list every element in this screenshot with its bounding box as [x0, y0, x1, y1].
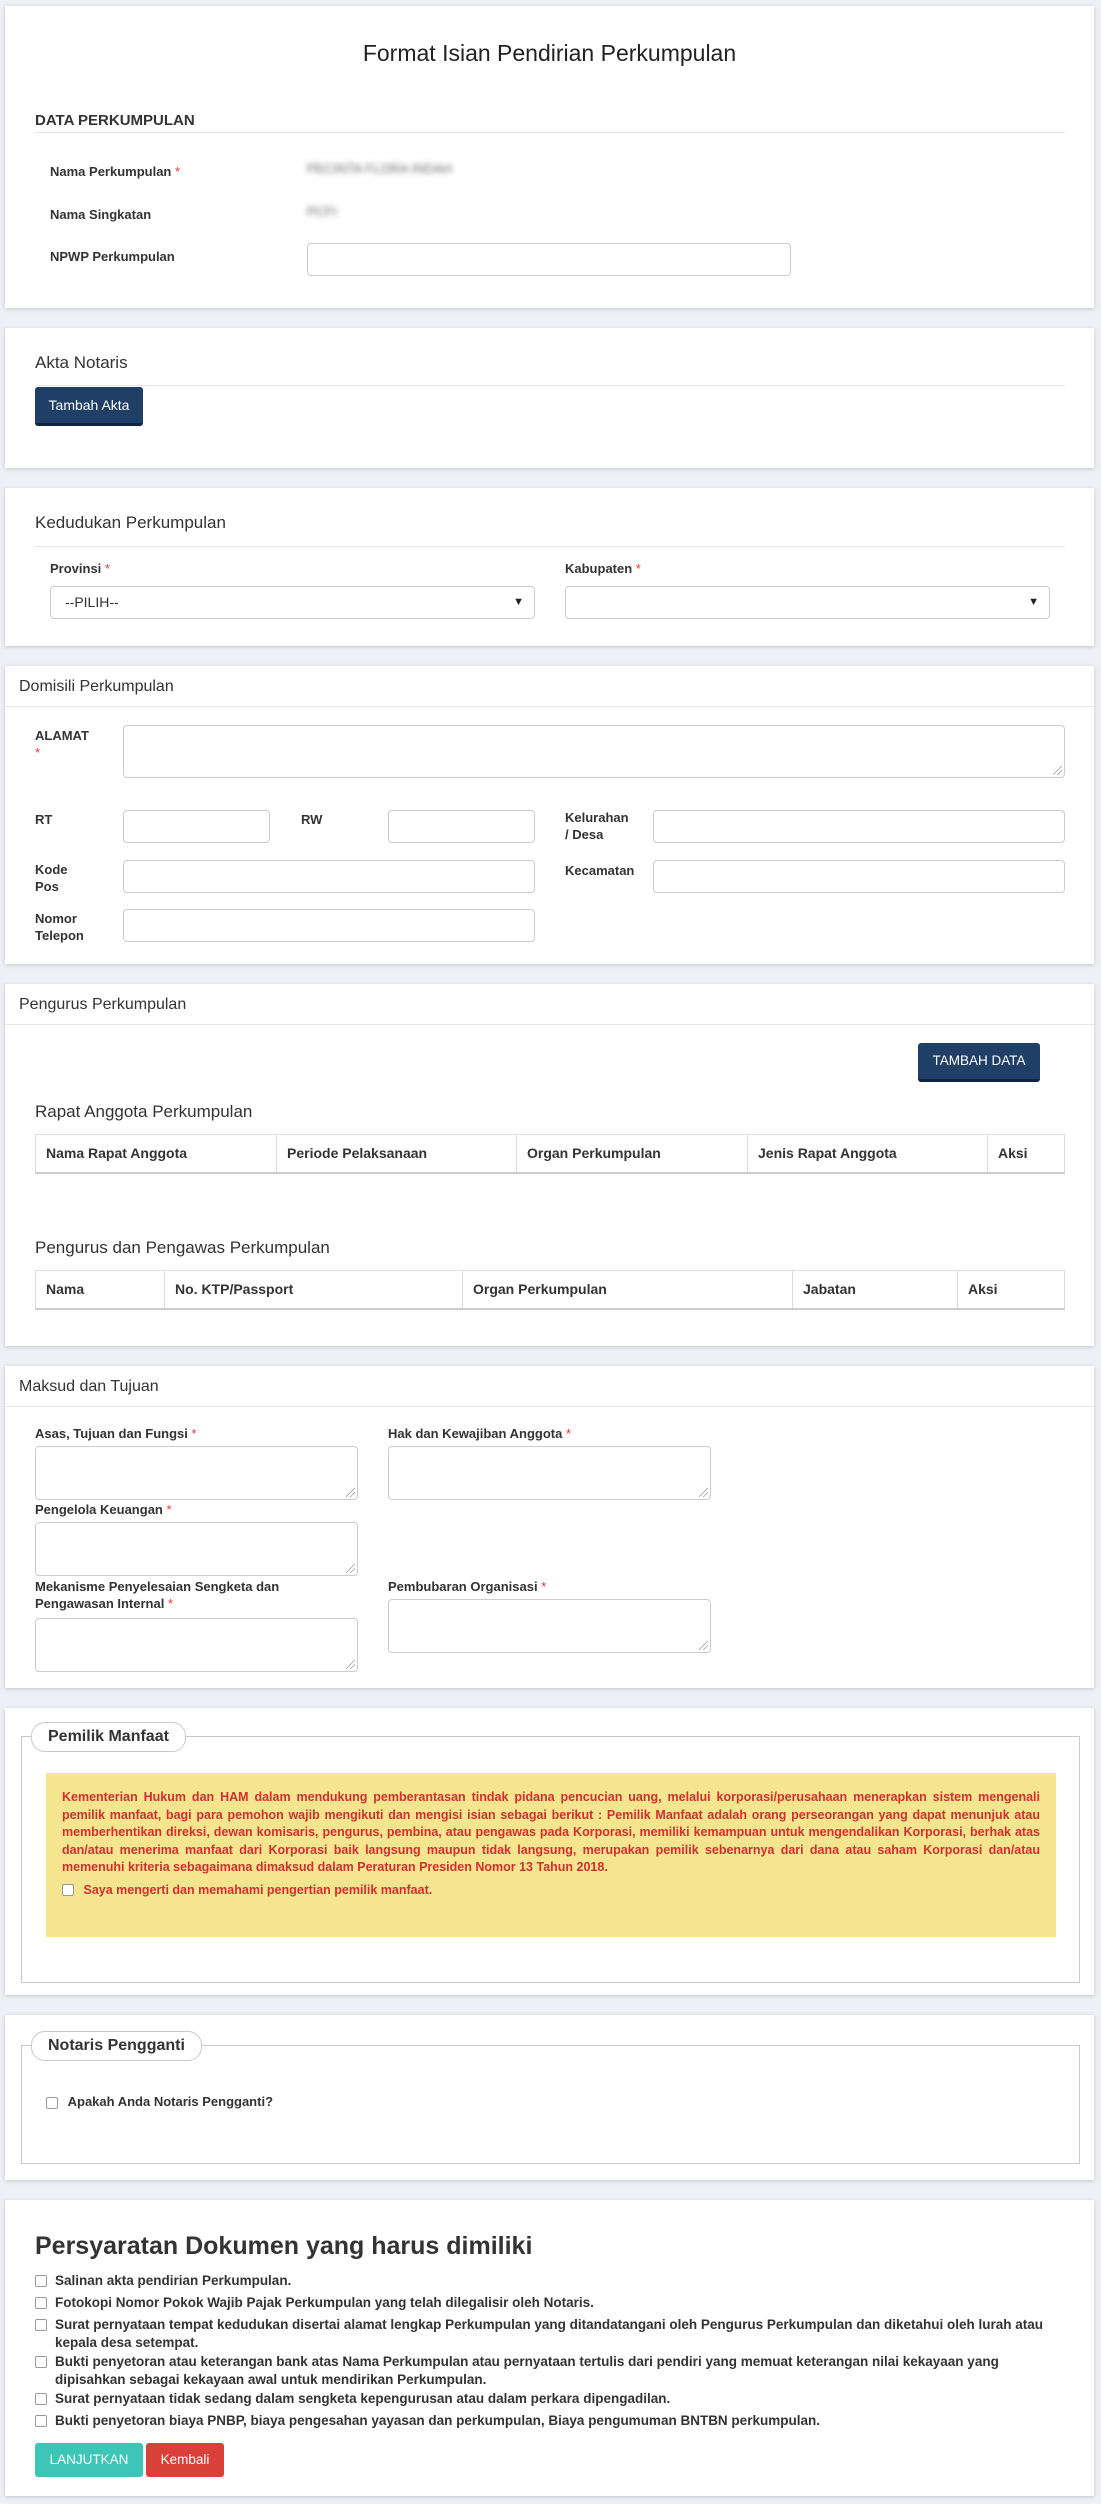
- asas-textarea[interactable]: [35, 1446, 358, 1500]
- mekanisme-label: Mekanisme Penyelesaian Sengketa dan Pengawasan Internal *: [35, 1579, 280, 1611]
- notaris-pengganti-legend: Notaris Pengganti: [31, 2031, 202, 2061]
- kecamatan-input[interactable]: [653, 860, 1065, 893]
- requirement-checkbox[interactable]: [35, 2393, 47, 2405]
- pengurus-pengawas-title: Pengurus dan Pengawas Perkumpulan: [35, 1238, 330, 1257]
- pembubaran-textarea[interactable]: [388, 1599, 711, 1653]
- resize-grip-icon: [699, 1641, 708, 1650]
- mekanisme-textarea[interactable]: [35, 1618, 358, 1672]
- hak-kewajiban-label: Hak dan Kewajiban Anggota *: [388, 1426, 572, 1441]
- resize-grip-icon: [699, 1488, 708, 1497]
- pengurus-card: [5, 984, 1094, 1346]
- pengurus-pengawas-table-header: [35, 1270, 1065, 1310]
- provinsi-label: Provinsi *: [50, 561, 110, 576]
- resize-grip-icon: [1053, 766, 1062, 775]
- kelurahan-label: Kelurahan / Desa: [565, 810, 629, 842]
- nama-perkumpulan-value: PECINTA FLORA INDAH: [307, 161, 452, 176]
- kabupaten-label: Kabupaten *: [565, 561, 641, 576]
- asas-label: Asas, Tujuan dan Fungsi *: [35, 1426, 197, 1441]
- tambah-data-button[interactable]: TAMBAH DATA: [918, 1043, 1040, 1082]
- column-header: Nama Rapat Anggota: [36, 1135, 277, 1172]
- kelurahan-input[interactable]: [653, 810, 1065, 843]
- section-heading-kedudukan: Kedudukan Perkumpulan: [35, 513, 226, 532]
- resize-grip-icon: [346, 1488, 355, 1497]
- alamat-label: ALAMAT *: [35, 728, 89, 760]
- requirement-item: Bukti penyetoran biaya PNBP, biaya pengesahan yayasan dan perkumpulan, Biaya pengumuman BNTBN perkumpulan.: [35, 2412, 1065, 2430]
- requirement-item: Surat pernyataan tempat kedudukan disertai alamat lengkap Perkumpulan yang ditandatangani oleh Pengurus Perkumpulan dan diketahui oleh lurah atau kepala desa setempat.: [35, 2316, 1065, 2352]
- akta-notaris-card: [5, 328, 1094, 468]
- column-header: Organ Perkumpulan: [463, 1271, 793, 1308]
- kodepos-input[interactable]: [123, 860, 535, 893]
- kecamatan-label: Kecamatan: [565, 863, 635, 878]
- requirement-checkbox[interactable]: [35, 2415, 47, 2427]
- requirement-item: Bukti penyetoran atau keterangan bank atas Nama Perkumpulan atau pernyataan tertulis dari pendiri yang memuat keterangan nilai kekayaan yang dipisahkan sebagai kekayaan awal untuk mendirikan Perkumpulan.: [35, 2353, 1065, 2389]
- divider: [5, 706, 1094, 707]
- rt-label: RT: [35, 812, 53, 827]
- requirement-item: Surat pernyataan tidak sedang dalam sengketa kepengurusan atau dalam perkara dipengadilan.: [35, 2390, 1065, 2408]
- provinsi-select[interactable]: --PILIH-- ▼: [50, 586, 535, 619]
- rt-input[interactable]: [123, 810, 270, 843]
- column-header: Jenis Rapat Anggota: [748, 1135, 988, 1172]
- pemilik-manfaat-checkbox-label: Saya mengerti dan memahami pengertian pemilik manfaat.: [83, 1882, 433, 1897]
- requirement-item: Fotokopi Nomor Pokok Wajib Pajak Perkumpulan yang telah dilegalisir oleh Notaris.: [35, 2294, 1065, 2312]
- pembubaran-label: Pembubaran Organisasi *: [388, 1579, 547, 1594]
- rapat-anggota-table-header: [35, 1134, 1065, 1174]
- persyaratan-title: Persyaratan Dokumen yang harus dimiliki: [35, 2232, 533, 2260]
- maksud-tujuan-card: [5, 1366, 1094, 1688]
- column-header: Jabatan: [793, 1271, 958, 1308]
- domisili-card: [5, 666, 1094, 964]
- tambah-akta-button[interactable]: Tambah Akta: [35, 387, 143, 426]
- kabupaten-select[interactable]: [565, 586, 1050, 619]
- section-heading-akta: Akta Notaris: [35, 353, 128, 372]
- telepon-label: Nomor Telepon: [35, 911, 84, 943]
- rw-label: RW: [301, 812, 323, 827]
- pemilik-manfaat-checkbox[interactable]: [62, 1884, 74, 1896]
- nama-perkumpulan-label: Nama Perkumpulan *: [50, 164, 181, 179]
- column-header: No. KTP/Passport: [165, 1271, 463, 1308]
- divider: [35, 385, 1065, 386]
- chevron-down-icon: ▼: [513, 596, 524, 608]
- column-header: Aksi: [968, 1281, 998, 1297]
- kembali-button[interactable]: Kembali: [146, 2443, 224, 2477]
- pengelola-keuangan-label: Pengelola Keuangan *: [35, 1502, 172, 1517]
- requirement-item: Salinan akta pendirian Perkumpulan.: [35, 2272, 1065, 2290]
- pemilik-manfaat-notice: [46, 1773, 1056, 1937]
- nama-singkatan-value: PCFI: [307, 204, 337, 219]
- hak-kewajiban-textarea[interactable]: [388, 1446, 711, 1500]
- resize-grip-icon: [346, 1660, 355, 1669]
- npwp-input[interactable]: [307, 243, 791, 276]
- requirement-checkbox[interactable]: [35, 2319, 47, 2331]
- pemilik-manfaat-legend: Pemilik Manfaat: [31, 1722, 186, 1752]
- pemilik-manfaat-card: [5, 1708, 1094, 1995]
- column-header: Periode Pelaksanaan: [277, 1135, 517, 1172]
- persyaratan-card: [5, 2200, 1094, 2496]
- npwp-label: NPWP Perkumpulan: [50, 249, 175, 264]
- divider: [35, 132, 1065, 133]
- column-header: Aksi: [998, 1145, 1028, 1161]
- notaris-pengganti-checkbox-row[interactable]: [46, 2094, 273, 2109]
- divider: [5, 1406, 1094, 1407]
- rw-input[interactable]: [388, 810, 535, 843]
- notaris-pengganti-checkbox[interactable]: [46, 2097, 58, 2109]
- notaris-pengganti-checkbox-label: Apakah Anda Notaris Pengganti?: [67, 2094, 274, 2109]
- pengelola-keuangan-textarea[interactable]: [35, 1522, 358, 1576]
- pemilik-manfaat-checkbox-row[interactable]: [62, 1883, 1040, 1897]
- section-heading-data-perkumpulan: DATA PERKUMPULAN: [35, 112, 195, 129]
- page-title: Format Isian Pendirian Perkumpulan: [362, 40, 737, 66]
- chevron-down-icon: ▼: [1028, 596, 1039, 608]
- notaris-pengganti-card: [5, 2015, 1094, 2180]
- kedudukan-card: [5, 488, 1094, 646]
- alamat-textarea[interactable]: [123, 725, 1065, 778]
- requirement-checkbox[interactable]: [35, 2297, 47, 2309]
- column-header: Organ Perkumpulan: [517, 1135, 748, 1172]
- column-header: Nama: [36, 1271, 165, 1308]
- nama-singkatan-label: Nama Singkatan: [50, 207, 152, 222]
- section-heading-pengurus: Pengurus Perkumpulan: [19, 996, 187, 1013]
- rapat-anggota-title: Rapat Anggota Perkumpulan: [35, 1102, 253, 1121]
- resize-grip-icon: [346, 1564, 355, 1573]
- requirement-checkbox[interactable]: [35, 2356, 47, 2368]
- notice-text: Kementerian Hukum dan HAM dalam mendukung pemberantasan tindak pidana pencucian uang, melalui korporasi/perusahaan menerapkan sistem mengenali pemilik manfaat, bagi para pemohon wajib mengikuti dan mengisi isian sebagai berikut : Pemilik Manfaat adalah orang perseorangan yang dapat menunjuk atau memberhentikan direksi, dewan komisaris, pengurus, pembina, atau pengawas pada Korporasi, memiliki kemampuan untuk mengendalikan Korporasi, berhak atas dan/atau menerima manfaat dari Korporasi baik langsung maupun tidak langsung, merupakan pemilik sebenarnya dari dana atau saham Korporasi dan/atau memenuhi kriteria sebagaimana dimaksud dalam Peraturan Presiden Nomor 13 Tahun 2018.: [62, 1790, 1040, 1874]
- data-perkumpulan-card: [5, 6, 1094, 308]
- kodepos-label: Kode Pos: [35, 862, 68, 894]
- lanjutkan-button[interactable]: LANJUTKAN: [35, 2443, 143, 2477]
- divider: [35, 546, 1065, 547]
- telepon-input[interactable]: [123, 909, 535, 942]
- divider: [5, 1024, 1094, 1025]
- section-heading-maksud: Maksud dan Tujuan: [19, 1378, 159, 1395]
- requirement-checkbox[interactable]: [35, 2275, 47, 2287]
- section-heading-domisili: Domisili Perkumpulan: [19, 678, 174, 695]
